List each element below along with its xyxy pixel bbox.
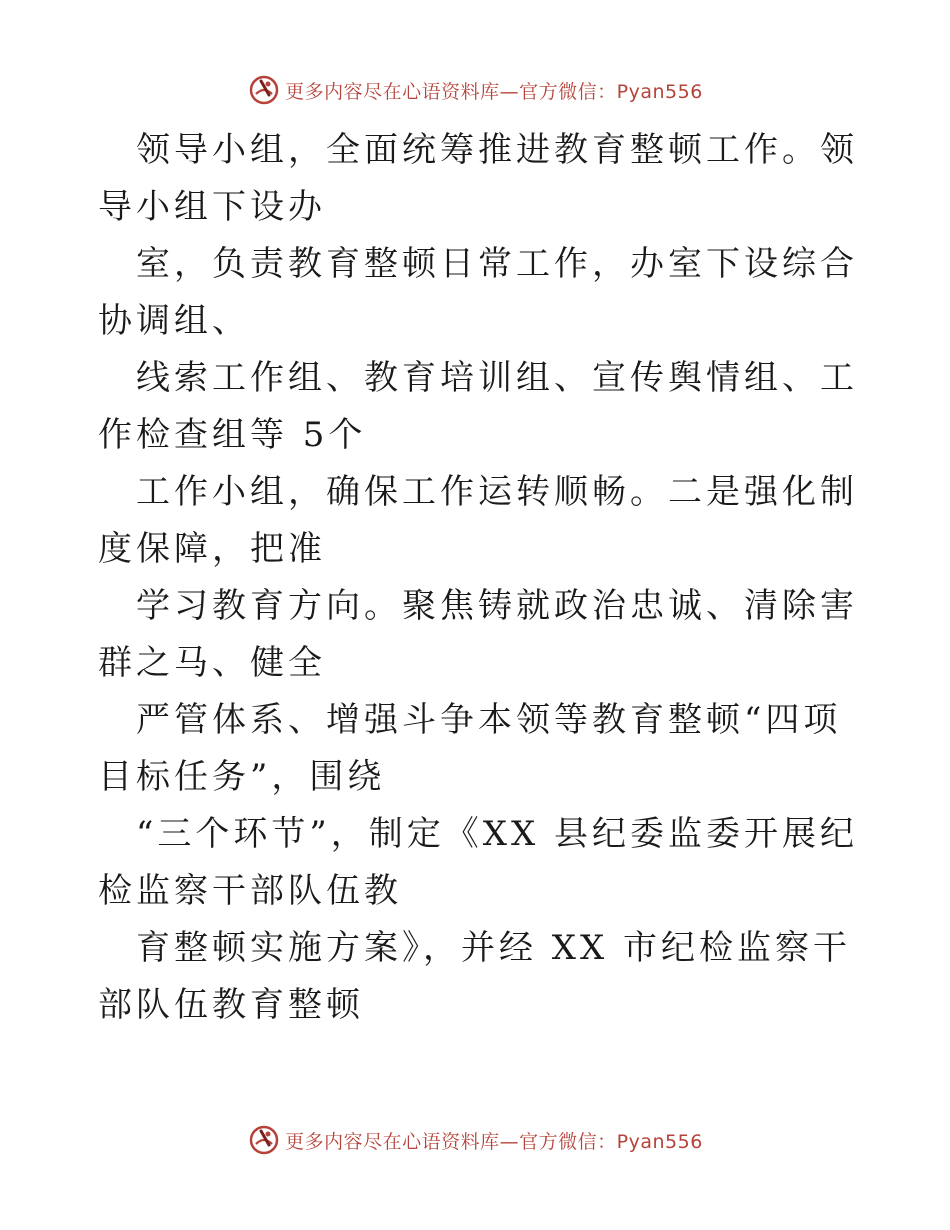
paragraph-6: 严管体系、增强斗争本领等教育整顿“四项目标任务”，围绕 xyxy=(98,700,842,797)
paragraph-4: 工作小组，确保工作运转顺畅。二是强化制度保障，把准 xyxy=(98,472,858,569)
book-quill-logo-icon xyxy=(247,73,281,107)
book-quill-logo-icon xyxy=(247,1123,281,1157)
watermark-text: 更多内容尽在心语资料库—官方微信：Pyan556 xyxy=(285,80,703,103)
paragraph-1: 领导小组，全面统筹推进教育整顿工作。领导小组下设办 xyxy=(98,130,858,227)
header-watermark xyxy=(0,70,950,110)
paragraph-5: 学习教育方向。聚焦铸就政治忠诚、清除害群之马、健全 xyxy=(98,586,858,683)
document-body xyxy=(98,122,858,1034)
paragraph-3: 线索工作组、教育培训组、宣传舆情组、工作检查组等 5个 xyxy=(98,358,858,455)
paragraph-2: 室，负责教育整顿日常工作，办室下设综合协调组、 xyxy=(98,244,858,341)
footer-watermark xyxy=(0,1120,950,1160)
watermark-text: 更多内容尽在心语资料库—官方微信：Pyan556 xyxy=(285,1130,703,1153)
paragraph-8: 育整顿实施方案》，并经 XX 市纪检监察干部队伍教育整顿 xyxy=(98,928,852,1025)
paragraph-7: “三个环节”，制定《XX 县纪委监委开展纪检监察干部队伍教 xyxy=(98,814,858,911)
